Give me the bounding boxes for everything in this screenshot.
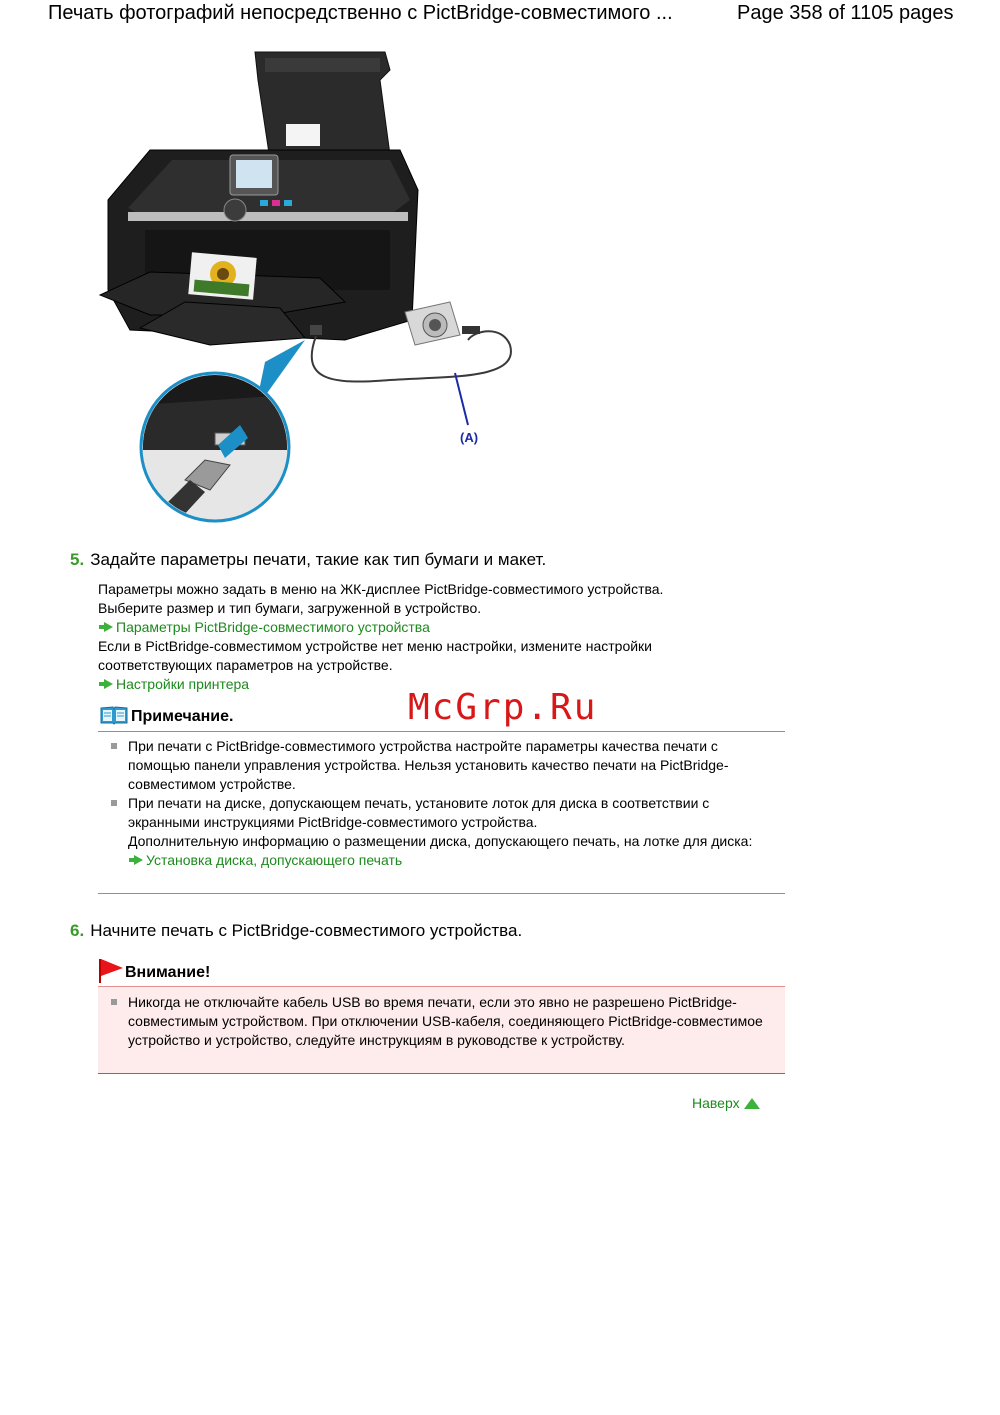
usb-port-zoom-icon <box>140 373 290 530</box>
step-5-line-1: Параметры можно задать в меню на ЖК-дисплее PictBridge-совместимого устройства. <box>98 581 664 597</box>
note-bullet-1: При печати с PictBridge-совместимого устройства настройте параметры качества печати с помощью панели управления устройства. Нельзя установить качество печати на PictBridge-совместимом устройстве. <box>110 737 780 794</box>
printer-settings-link[interactable]: Настройки принтера <box>116 676 250 692</box>
step-5-title: Задайте параметры печати, такие как тип бумаги и макет. <box>90 550 547 569</box>
green-arrow-icon <box>104 622 113 632</box>
watermark: McGrp.Ru <box>408 687 598 728</box>
step-5-line-2: Выберите размер и тип бумаги, загруженной в устройство. <box>98 600 482 616</box>
step-5-number: 5. <box>70 550 85 569</box>
green-arrow-icon <box>134 855 143 865</box>
note-bullet-2: При печати на диске, допускающем печать, установите лоток для диска в соответствии с экранными инструкциями PictBridge-совместимого устройства. <box>110 794 780 832</box>
red-flag-icon <box>98 958 124 984</box>
page-counter: Page 358 of 1105 pages <box>737 2 954 24</box>
note-header <box>98 703 785 732</box>
step-5-line-3: Если в PictBridge-совместимом устройстве нет меню настройки, измените настройки <box>98 638 652 654</box>
note-bullets <box>110 737 780 870</box>
cable-label: (A) <box>460 430 479 445</box>
disc-placement-link[interactable]: Установка диска, допускающего печать <box>146 852 403 868</box>
book-icon <box>100 705 128 725</box>
paper-support-icon <box>255 52 390 160</box>
step-5-line-4: соответствующих параметров на устройстве. <box>98 657 393 673</box>
back-to-top[interactable] <box>692 1095 760 1111</box>
step-6-heading <box>70 921 522 941</box>
warning-bullet-1: Никогда не отключайте кабель USB во время печати, если это явно не разрешено PictBridge-совместимым устройством. При отключении USB-кабеля, соединяющего PictBridge-совместимое устройство и устройство, следуйте инструкциям в руководстве к устройству. <box>110 993 780 1050</box>
up-triangle-icon <box>744 1098 760 1109</box>
note-title: Примечание. <box>131 708 234 725</box>
note-box <box>98 703 785 894</box>
warning-box <box>98 986 785 1074</box>
warning-header <box>98 958 785 986</box>
back-to-top-link[interactable]: Наверх <box>692 1095 740 1111</box>
page-header-title: Печать фотографий непосредственно с PictBridge-совместимого ... <box>48 2 673 24</box>
pictbridge-settings-link[interactable]: Параметры PictBridge-совместимого устройства <box>116 619 430 635</box>
printer-icon <box>100 150 418 345</box>
step-5-heading <box>70 550 546 570</box>
step-6-title: Начните печать с PictBridge-совместимого устройства. <box>90 921 523 940</box>
warning-title: Внимание! <box>125 964 211 981</box>
step-6-number: 6. <box>70 921 85 940</box>
printer-camera-illustration <box>90 40 530 530</box>
note-bullet-2-extra: Дополнительную информацию о размещении диска, допускающего печать, на лотке для диска: <box>128 833 753 849</box>
step-5-body <box>98 580 798 694</box>
green-arrow-icon <box>104 679 113 689</box>
